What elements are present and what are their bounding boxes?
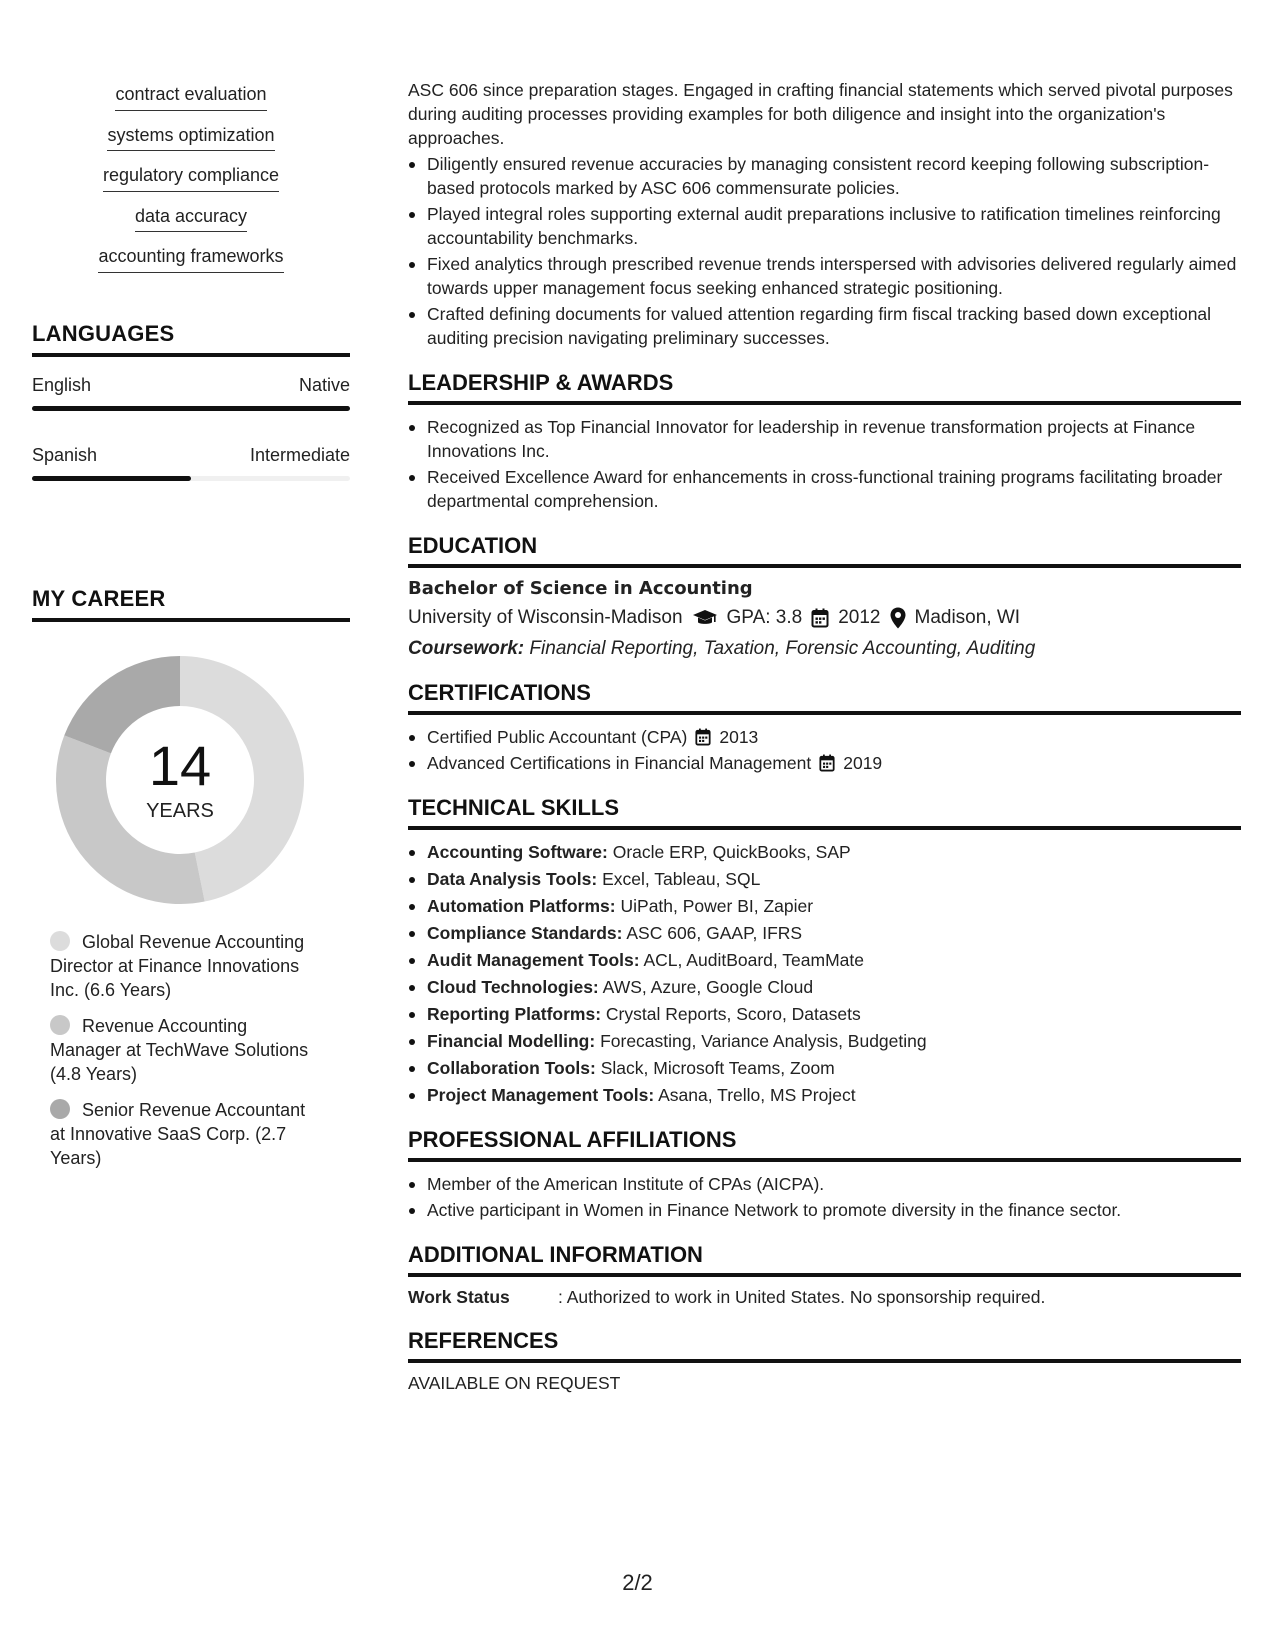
skill-category: Automation Platforms:	[427, 896, 616, 916]
skill-values: Asana, Trello, MS Project	[658, 1085, 856, 1105]
language-name: English	[32, 374, 92, 395]
skill-category: Accounting Software:	[427, 842, 608, 862]
education-coursework	[408, 638, 1241, 660]
additional-info-heading: ADDITIONAL INFORMATION	[408, 1242, 1241, 1277]
skill-category: Cloud Technologies:	[427, 977, 599, 997]
certification-year: 2013	[719, 727, 759, 747]
skill-values: ACL, AuditBoard, TeamMate	[643, 950, 864, 970]
technical-skill-item	[408, 840, 1241, 864]
skill-tag: systems optimization	[107, 125, 274, 152]
certifications-list	[408, 725, 1241, 775]
certification-year: 2019	[843, 753, 883, 773]
language-name: Spanish	[32, 444, 98, 465]
skill-tags	[32, 84, 350, 273]
technical-skill-item	[408, 1083, 1241, 1107]
skill-tag: contract evaluation	[115, 84, 266, 111]
technical-skills-list	[408, 840, 1241, 1107]
left-column	[32, 84, 350, 481]
right-column	[408, 78, 1241, 1394]
language-proficiency-bar	[32, 476, 350, 481]
education-year: 2012	[838, 607, 881, 628]
technical-skill-item	[408, 1002, 1241, 1026]
languages-section	[32, 321, 350, 481]
experience-bullet: Fixed analytics through prescribed revenue trends interspersed with advisories delivered regularly aimed towards upper management focus seeking enhanced strategic positioning.	[408, 252, 1241, 300]
certification-name: Advanced Certifications in Financial Management	[427, 753, 812, 773]
career-legend-label: Senior Revenue Accountant at Innovative SaaS Corp. (2.7 Years)	[50, 1100, 306, 1168]
career-donut-chart	[56, 656, 304, 904]
work-status-label: Work Status	[408, 1287, 510, 1307]
skill-tag: accounting frameworks	[98, 246, 283, 273]
location-pin-icon	[890, 607, 906, 629]
certifications-heading: CERTIFICATIONS	[408, 680, 1241, 715]
technical-skill-item	[408, 894, 1241, 918]
skill-category: Audit Management Tools:	[427, 950, 640, 970]
certification-item	[408, 751, 1241, 775]
career-legend-item	[50, 1014, 322, 1086]
coursework-list: Financial Reporting, Taxation, Forensic Accounting, Auditing	[529, 638, 1036, 659]
legend-dot-icon	[50, 931, 70, 951]
language-row	[32, 445, 350, 481]
leadership-item: Received Excellence Award for enhancements in cross-functional training programs facilitating broader departmental comprehension.	[408, 465, 1241, 513]
references-text: AVAILABLE ON REQUEST	[408, 1373, 621, 1393]
leadership-list	[408, 415, 1241, 513]
technical-skill-item	[408, 921, 1241, 945]
career-heading: MY CAREER	[32, 586, 350, 622]
career-legend	[32, 930, 322, 1170]
technical-skills-heading: TECHNICAL SKILLS	[408, 795, 1241, 830]
language-proficiency-fill	[32, 476, 191, 481]
language-proficiency-fill	[32, 406, 350, 411]
skill-values: Crystal Reports, Scoro, Datasets	[605, 1004, 861, 1024]
page-number: 2/2	[622, 1570, 653, 1595]
skill-category: Data Analysis Tools:	[427, 869, 598, 889]
technical-skill-item	[408, 1029, 1241, 1053]
technical-skill-item	[408, 948, 1241, 972]
career-section	[32, 586, 350, 1182]
affiliations-heading: PROFESSIONAL AFFILIATIONS	[408, 1127, 1241, 1162]
affiliations-list	[408, 1172, 1241, 1222]
work-status-row	[408, 1287, 1241, 1308]
skill-values: UiPath, Power BI, Zapier	[620, 896, 814, 916]
work-status-value: : Authorized to work in United States. No sponsorship required.	[558, 1287, 1046, 1307]
skill-category: Financial Modelling:	[427, 1031, 596, 1051]
skill-category: Project Management Tools:	[427, 1085, 655, 1105]
skill-values: Excel, Tableau, SQL	[602, 869, 761, 889]
experience-bullet: Diligently ensured revenue accuracies by managing consistent record keeping following subscription-based protocols marked by ASC 606 commensurate policies.	[408, 152, 1241, 200]
experience-bullets	[408, 152, 1241, 350]
affiliation-item: Member of the American Institute of CPAs (AICPA).	[408, 1172, 1241, 1196]
graduation-cap-icon	[692, 609, 718, 627]
skill-values: AWS, Azure, Google Cloud	[602, 977, 814, 997]
education-location: Madison, WI	[914, 607, 1021, 628]
skill-values: Forecasting, Variance Analysis, Budgeting	[600, 1031, 927, 1051]
skill-category: Compliance Standards:	[427, 923, 623, 943]
career-legend-label: Global Revenue Accounting Director at Finance Innovations Inc. (6.6 Years)	[50, 932, 305, 1000]
skill-values: Slack, Microsoft Teams, Zoom	[600, 1058, 835, 1078]
career-legend-item	[50, 930, 322, 1002]
technical-skill-item	[408, 975, 1241, 999]
education-heading: EDUCATION	[408, 533, 1241, 568]
experience-bullet: Played integral roles supporting external audit preparations inclusive to ratification timelines reinforcing accountability benchmarks.	[408, 202, 1241, 250]
education-details	[408, 607, 1241, 629]
legend-dot-icon	[50, 1015, 70, 1035]
language-row	[32, 375, 350, 411]
education-gpa: GPA: 3.8	[726, 607, 803, 628]
language-proficiency-bar	[32, 406, 350, 411]
experience-bullet: Crafted defining documents for valued attention regarding firm fiscal tracking based down exceptional auditing precision navigating preliminary successes.	[408, 302, 1241, 350]
calendar-icon	[819, 754, 835, 772]
career-legend-label: Revenue Accounting Manager at TechWave Solutions (4.8 Years)	[50, 1016, 309, 1084]
skill-tag: data accuracy	[135, 206, 247, 233]
career-total-years: 14	[148, 733, 212, 797]
coursework-label: Coursework:	[408, 638, 525, 659]
education-school: University of Wisconsin-Madison	[408, 607, 683, 628]
calendar-icon	[811, 608, 829, 628]
leadership-heading: LEADERSHIP & AWARDS	[408, 370, 1241, 405]
technical-skill-item	[408, 1056, 1241, 1080]
language-level: Native	[298, 374, 350, 395]
skill-values: ASC 606, GAAP, IFRS	[626, 923, 803, 943]
language-level: Intermediate	[249, 444, 350, 465]
skill-values: Oracle ERP, QuickBooks, SAP	[612, 842, 851, 862]
technical-skill-item	[408, 867, 1241, 891]
career-legend-item	[50, 1098, 322, 1170]
certification-name: Certified Public Accountant (CPA)	[427, 727, 688, 747]
languages-heading: LANGUAGES	[32, 321, 350, 357]
education-degree: Bachelor of Science in Accounting	[408, 578, 753, 599]
calendar-icon	[695, 728, 711, 746]
skill-category: Collaboration Tools:	[427, 1058, 596, 1078]
leadership-item: Recognized as Top Financial Innovator for leadership in revenue transformation projects at Finance Innovations Inc.	[408, 415, 1241, 463]
skill-tag: regulatory compliance	[103, 165, 279, 192]
career-years-label: YEARS	[146, 799, 214, 822]
affiliation-item: Active participant in Women in Finance Network to promote diversity in the finance sector.	[408, 1198, 1241, 1222]
experience-intro: ASC 606 since preparation stages. Engaged in crafting financial statements which served pivotal purposes during auditing processes providing examples for both diligence and insight into the organization's approaches.	[408, 80, 1233, 148]
certification-item	[408, 725, 1241, 749]
skill-category: Reporting Platforms:	[427, 1004, 602, 1024]
references-heading: REFERENCES	[408, 1328, 1241, 1363]
legend-dot-icon	[50, 1099, 70, 1119]
